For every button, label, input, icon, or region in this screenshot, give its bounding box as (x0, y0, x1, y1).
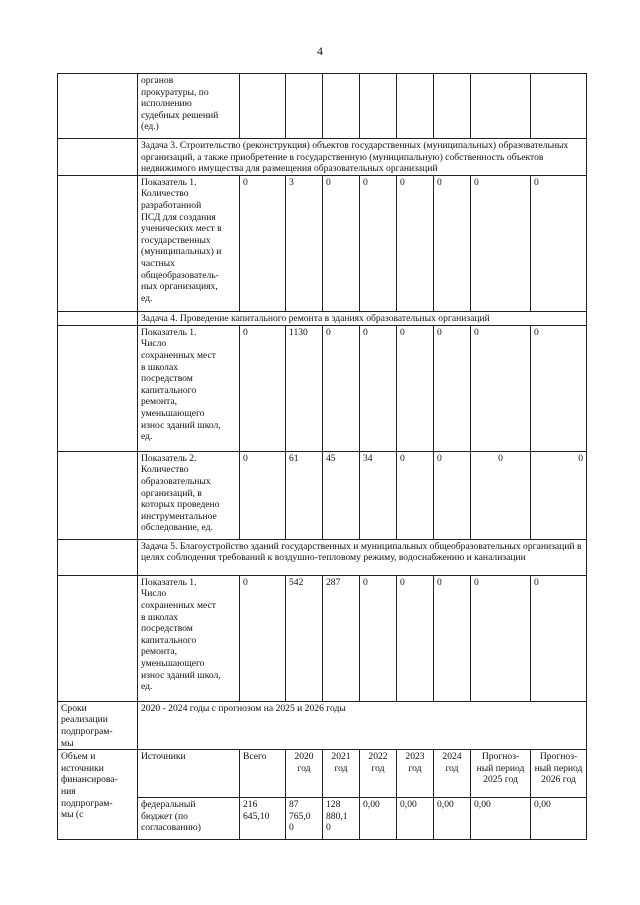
indicator-label: Показатель 1. Количество разработанной ПСД для создания ученических мест в государственных (муниципальных) и частных общеобразователь- ных организациях, ед. (138, 175, 240, 311)
value-cell: 0 (531, 575, 587, 701)
terms-value: 2020 - 2024 годы с прогнозом на 2025 и 2026 годы (138, 701, 587, 749)
funding-value: 0,00 (360, 798, 397, 840)
indicator-label: Показатель 1. Число сохраненных мест в школах посредством капитального ремонта, уменьшающего износ зданий школ, ед. (138, 325, 240, 451)
funding-value: 0,00 (434, 798, 471, 840)
value-cell: 0 (434, 325, 471, 451)
funding-header-cell: 2024 год (434, 750, 471, 798)
value-cell: 0 (397, 451, 434, 539)
value-cell: 0 (323, 325, 360, 451)
funding-value: 0,00 (471, 798, 531, 840)
value-cell: 0 (360, 575, 397, 701)
funding-header-cell: Всего (240, 750, 286, 798)
value-cell: 0 (240, 175, 286, 311)
value-cell: 0 (240, 575, 286, 701)
value-cell: 45 (323, 451, 360, 539)
funding-source: федеральный бюджет (по согласованию) (138, 798, 240, 840)
funding-value: 216 645,10 (240, 798, 286, 840)
value-cell: 0 (531, 175, 587, 311)
value-cell: 0 (531, 325, 587, 451)
indicator-row (58, 325, 587, 451)
funding-row (58, 798, 587, 840)
funding-header-cell: Источники (138, 750, 240, 798)
page-number: 4 (317, 44, 323, 58)
funding-header-cell: Прогноз- ный период 2025 год (471, 750, 531, 798)
terms-label: Сроки реализации подпрограм- мы (58, 701, 138, 749)
value-cell: 1130 (286, 325, 323, 451)
value-cell: 0 (240, 325, 286, 451)
funding-header-cell: 2021 год (323, 750, 360, 798)
value-cell: 61 (286, 451, 323, 539)
funding-value: 0,00 (531, 798, 587, 840)
value-cell: 542 (286, 575, 323, 701)
task-row (58, 139, 587, 176)
value-cell: 0 (397, 325, 434, 451)
value-cell: 0 (360, 325, 397, 451)
value-cell: 0 (471, 451, 531, 539)
funding-header-cell: Прогноз- ный период 2026 год (531, 750, 587, 798)
value-cell: 34 (360, 451, 397, 539)
value-cell: 287 (323, 575, 360, 701)
funding-header-cell: 2023 год (397, 750, 434, 798)
indicator-label: органов прокуратуры, по исполнению судебных решений (ед.) (138, 74, 240, 139)
indicator-row (58, 175, 587, 311)
value-cell: 0 (471, 325, 531, 451)
value-cell: 0 (240, 451, 286, 539)
task-5-title: Задача 5. Благоустройство зданий государственных и муниципальных общеобразовательных организаций в целях соблюдения требований к воздушно-тепловому режиму, водоснабжению и канализации (138, 539, 587, 575)
funding-header-cell: 2020 год (286, 750, 323, 798)
indicator-row (58, 575, 587, 701)
funding-header-row (58, 750, 587, 798)
value-cell: 0 (531, 451, 587, 539)
subprogram-passport-table (57, 73, 587, 840)
funding-value: 0,00 (397, 798, 434, 840)
task-4-title: Задача 4. Проведение капитального ремонта в зданиях образовательных организаций (138, 311, 587, 325)
funding-value: 128 880,1 0 (323, 798, 360, 840)
indicator-row (58, 451, 587, 539)
task-row (58, 311, 587, 325)
funding-label: Объем и источники финансирова- ния подпрограм- мы (с (58, 750, 138, 840)
funding-value: 87 765,0 0 (286, 798, 323, 840)
task-3-title: Задача 3. Строительство (реконструкция) объектов государственных (муниципальных) образовательных организаций, а также приобретение в государственную (муниципальную) собственность объектов недвижимого имущества для размещения образовательных организаций (138, 139, 587, 176)
value-cell: 0 (434, 575, 471, 701)
value-cell: 0 (323, 175, 360, 311)
value-cell: 0 (471, 175, 531, 311)
value-cell: 0 (360, 175, 397, 311)
left-label-cell (58, 74, 138, 139)
funding-header-cell: 2022 год (360, 750, 397, 798)
value-cell: 0 (397, 575, 434, 701)
value-cell: 0 (397, 175, 434, 311)
indicator-label: Показатель 1. Число сохраненных мест в школах посредством капитального ремонта, уменьшающего износ зданий школ, ед. (138, 575, 240, 701)
value-cell: 0 (434, 451, 471, 539)
value-cell: 3 (286, 175, 323, 311)
task-row (58, 539, 587, 575)
value-cell: 0 (471, 575, 531, 701)
value-cell: 0 (434, 175, 471, 311)
table-row (58, 74, 587, 139)
terms-row (58, 701, 587, 749)
indicator-label: Показатель 2. Количество образовательных организаций, в которых проведено инструментальное обследование, ед. (138, 451, 240, 539)
